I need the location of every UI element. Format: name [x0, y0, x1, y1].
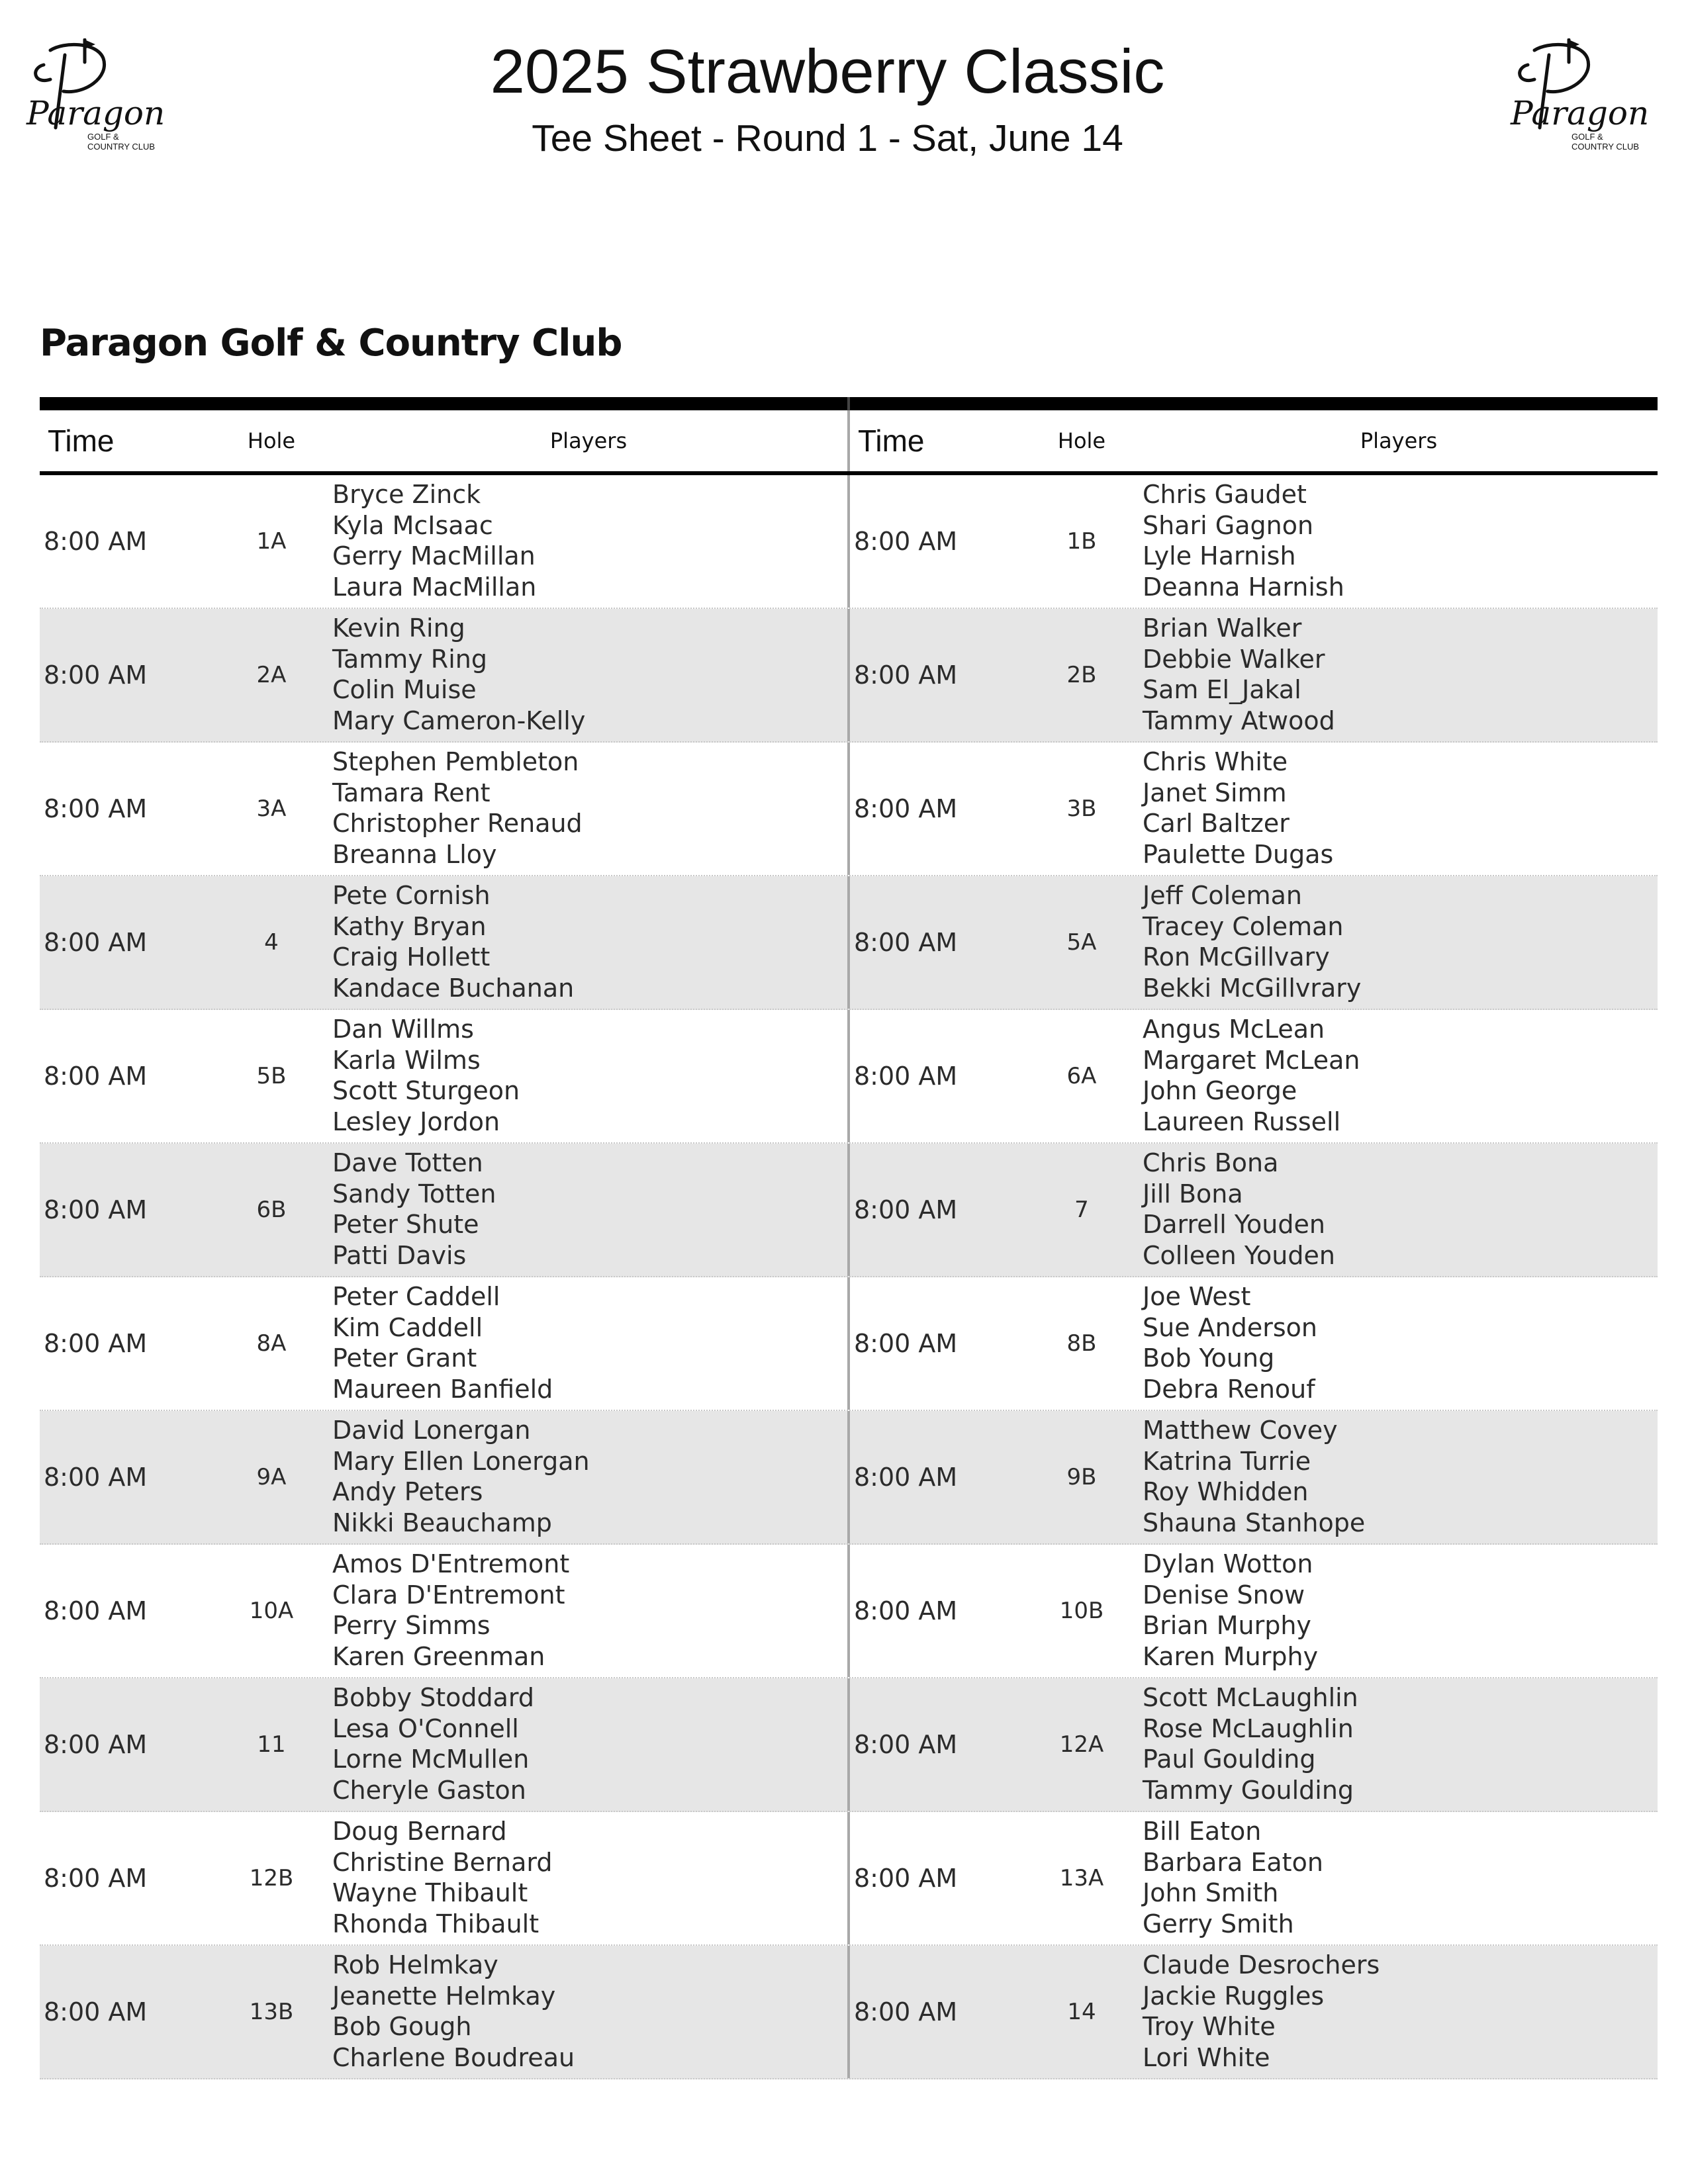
player-name: Colin Muise [332, 675, 477, 704]
player-name: Tamara Rent [332, 778, 491, 807]
player-name: Peter Shute [332, 1210, 479, 1239]
player-name: Lesa O'Connell [332, 1713, 519, 1743]
player-list [1140, 475, 1658, 608]
player-list [1140, 609, 1658, 741]
player-name: Andy Peters [332, 1477, 483, 1506]
tee-hole: 1B [1066, 528, 1097, 555]
player-name: Dylan Wotton [1143, 1549, 1313, 1578]
player-name: Charlene Boudreau [332, 2042, 575, 2072]
table-row [40, 1946, 1658, 2079]
tee-time: 8:00 AM [854, 1463, 958, 1492]
player-name: Sue Anderson [1143, 1312, 1317, 1342]
player-name: Bobby Stoddard [332, 1683, 535, 1712]
tee-time: 8:00 AM [44, 1195, 148, 1224]
player-name: Tammy Atwood [1143, 705, 1335, 735]
player-name: Chris Gaudet [1143, 480, 1307, 509]
player-name: Stephen Pembleton [332, 747, 579, 776]
player-name: Amos D'Entremont [332, 1549, 570, 1578]
tee-time: 8:00 AM [854, 1195, 958, 1224]
tee-hole: 11 [257, 1731, 286, 1758]
player-name: Nikki Beauchamp [332, 1508, 552, 1537]
player-list [1140, 1812, 1658, 1944]
player-name: Rob Helmkay [332, 1950, 498, 1979]
player-name: Brian Walker [1143, 614, 1302, 643]
tee-hole: 5B [256, 1063, 287, 1089]
svg-text:GOLF &: GOLF & [87, 132, 119, 142]
table-row [40, 475, 1658, 609]
tee-time: 8:00 AM [854, 660, 958, 690]
tee-time: 8:00 AM [44, 527, 148, 556]
player-list [330, 1812, 847, 1944]
player-name: Perry Simms [332, 1611, 491, 1640]
player-name: Christine Bernard [332, 1847, 553, 1877]
tee-time: 8:00 AM [854, 527, 958, 556]
player-name: Troy White [1143, 2012, 1276, 2041]
player-name: Kevin Ring [332, 614, 465, 643]
tee-time: 8:00 AM [44, 1329, 148, 1358]
tee-hole: 13A [1059, 1865, 1104, 1891]
player-name: Dave Totten [332, 1148, 483, 1177]
player-name: Dan Willms [332, 1015, 474, 1044]
player-name: Janet Simm [1143, 778, 1287, 807]
player-name: Clara D'Entremont [332, 1580, 565, 1610]
table-row [40, 1545, 1658, 1678]
player-list [330, 475, 847, 608]
player-list [1140, 1545, 1658, 1677]
tee-time: 8:00 AM [44, 1730, 148, 1759]
player-name: Cheryle Gaston [332, 1775, 526, 1805]
player-list [1140, 876, 1658, 1009]
player-name: Maureen Banfield [332, 1374, 553, 1404]
tee-time: 8:00 AM [44, 1596, 148, 1625]
player-name: Kandace Buchanan [332, 973, 575, 1003]
player-name: Denise Snow [1143, 1580, 1305, 1610]
table-row [40, 876, 1658, 1010]
player-name: Rose McLaughlin [1143, 1713, 1354, 1743]
player-name: Laura MacMillan [332, 572, 537, 602]
player-list [1140, 1277, 1658, 1410]
player-name: Bryce Zinck [332, 480, 481, 509]
player-name: Doug Bernard [332, 1817, 507, 1846]
player-name: Roy Whidden [1143, 1477, 1309, 1506]
player-list [330, 1545, 847, 1677]
player-name: Gerry Smith [1143, 1909, 1294, 1938]
player-list [330, 1010, 847, 1142]
tee-time: 8:00 AM [854, 1997, 958, 2026]
tee-time: 8:00 AM [854, 1730, 958, 1759]
player-name: Lyle Harnish [1143, 541, 1296, 570]
tee-hole: 4 [264, 929, 279, 956]
player-name: Darrell Youden [1143, 1210, 1325, 1239]
player-name: Carl Baltzer [1143, 809, 1289, 838]
tee-hole: 2B [1066, 662, 1097, 688]
player-list [1140, 1010, 1658, 1142]
player-name: Lesley Jordon [332, 1107, 500, 1136]
tee-time: 8:00 AM [44, 928, 148, 957]
player-name: Paul Goulding [1143, 1745, 1316, 1774]
player-name: Sandy Totten [332, 1179, 496, 1208]
player-name: Lorne McMullen [332, 1745, 530, 1774]
player-list [1140, 1678, 1658, 1811]
table-row [40, 609, 1658, 743]
tee-hole: 9A [256, 1464, 287, 1490]
tee-time: 8:00 AM [44, 794, 148, 823]
player-name: Jeanette Helmkay [332, 1981, 556, 2011]
tee-hole: 6A [1066, 1063, 1097, 1089]
tee-time: 8:00 AM [854, 1062, 958, 1091]
tee-hole: 10B [1059, 1598, 1104, 1624]
player-name: Joe West [1143, 1282, 1251, 1311]
tee-hole: 1A [256, 528, 287, 555]
player-list [1140, 1411, 1658, 1543]
player-name: Paulette Dugas [1143, 839, 1334, 869]
player-name: Pete Cornish [332, 881, 491, 910]
player-name: Jeff Coleman [1143, 881, 1302, 910]
player-name: David Lonergan [332, 1416, 531, 1445]
player-name: Christopher Renaud [332, 809, 583, 838]
player-name: Breanna Lloy [332, 839, 497, 869]
player-name: Shari Gagnon [1143, 510, 1314, 540]
player-name: Peter Grant [332, 1343, 477, 1373]
tee-time: 8:00 AM [854, 1329, 958, 1358]
player-list [330, 876, 847, 1009]
tee-hole: 7 [1074, 1197, 1089, 1223]
player-name: Wayne Thibault [332, 1878, 528, 1907]
table-row [40, 1678, 1658, 1812]
table-row [40, 1010, 1658, 1144]
player-name: Katrina Turrie [1143, 1446, 1311, 1476]
player-list [1140, 1946, 1658, 2078]
player-name: Karla Wilms [332, 1045, 481, 1075]
tee-time: 8:00 AM [44, 1463, 148, 1492]
tee-hole: 14 [1067, 1999, 1096, 2025]
table-row [40, 743, 1658, 876]
player-list [330, 1144, 847, 1276]
header-hole: Hole [1057, 428, 1106, 453]
player-name: Mary Ellen Lonergan [332, 1446, 590, 1476]
tee-time: 8:00 AM [44, 660, 148, 690]
table-row [40, 1411, 1658, 1545]
table-top-bar [40, 397, 1658, 410]
player-name: Bob Gough [332, 2012, 472, 2041]
svg-text:COUNTRY CLUB: COUNTRY CLUB [1571, 142, 1640, 152]
table-row [40, 1277, 1658, 1411]
tee-hole: 6B [256, 1197, 287, 1223]
table-row [40, 1812, 1658, 1946]
player-list [1140, 1144, 1658, 1276]
player-name: Claude Desrochers [1143, 1950, 1380, 1979]
player-name: Tracey Coleman [1143, 911, 1344, 941]
player-name: Chris White [1143, 747, 1288, 776]
player-name: Rhonda Thibault [332, 1909, 539, 1938]
tee-time: 8:00 AM [854, 794, 958, 823]
player-name: Kyla McIsaac [332, 510, 493, 540]
player-name: Patti Davis [332, 1240, 467, 1270]
page-subtitle: Tee Sheet - Round 1 - Sat, June 14 [532, 117, 1123, 159]
player-name: Debra Renouf [1143, 1374, 1315, 1404]
player-name: Debbie Walker [1143, 644, 1325, 674]
player-name: Jill Bona [1143, 1179, 1243, 1208]
svg-text:COUNTRY CLUB: COUNTRY CLUB [87, 142, 156, 152]
tee-time: 8:00 AM [44, 1997, 148, 2026]
tee-time: 8:00 AM [44, 1062, 148, 1091]
player-name: Colleen Youden [1143, 1240, 1335, 1270]
player-name: Deanna Harnish [1143, 572, 1344, 602]
player-name: Scott Sturgeon [332, 1076, 520, 1105]
tee-hole: 8B [1066, 1330, 1097, 1357]
tee-time: 8:00 AM [44, 1864, 148, 1893]
player-list [330, 1946, 847, 2078]
player-name: Tammy Ring [332, 644, 487, 674]
svg-text:GOLF &: GOLF & [1571, 132, 1603, 142]
player-list [1140, 743, 1658, 875]
player-list [330, 1411, 847, 1543]
player-name: Laureen Russell [1143, 1107, 1341, 1136]
tee-hole: 12A [1059, 1731, 1104, 1758]
player-name: Bob Young [1143, 1343, 1275, 1373]
player-name: Matthew Covey [1143, 1416, 1338, 1445]
player-name: Tammy Goulding [1143, 1775, 1354, 1805]
header-players: Players [549, 428, 628, 453]
player-list [330, 1678, 847, 1811]
player-name: Ron McGillvary [1143, 942, 1330, 972]
tee-hole: 12B [249, 1865, 294, 1891]
tee-time: 8:00 AM [854, 928, 958, 957]
page-title: 2025 Strawberry Classic [490, 36, 1165, 106]
tee-sheet-table [40, 397, 1658, 2079]
tee-hole: 10A [249, 1598, 294, 1624]
player-name: Karen Murphy [1143, 1641, 1319, 1671]
player-name: Brian Murphy [1143, 1611, 1311, 1640]
club-name: Paragon Golf & Country Club [40, 322, 622, 365]
player-name: Craig Hollett [332, 942, 491, 972]
tee-hole: 3A [256, 796, 287, 822]
table-row [40, 1144, 1658, 1277]
player-name: Peter Caddell [332, 1282, 500, 1311]
logo-wordmark: Paragon [26, 94, 165, 132]
player-name: John Smith [1143, 1878, 1279, 1907]
tee-hole: 5A [1066, 929, 1097, 956]
tee-time: 8:00 AM [854, 1864, 958, 1893]
player-name: Lori White [1143, 2042, 1270, 2072]
player-name: Chris Bona [1143, 1148, 1279, 1177]
player-name: John George [1143, 1076, 1297, 1105]
table-header [40, 410, 1658, 475]
tee-hole: 13B [249, 1999, 294, 2025]
player-name: Kim Caddell [332, 1312, 483, 1342]
header-players: Players [1360, 428, 1438, 453]
tee-hole: 9B [1066, 1464, 1097, 1490]
player-name: Scott McLaughlin [1143, 1683, 1358, 1712]
player-list [330, 1277, 847, 1410]
player-name: Margaret McLean [1143, 1045, 1360, 1075]
player-name: Jackie Ruggles [1143, 1981, 1325, 2011]
player-name: Kathy Bryan [332, 911, 487, 941]
table-body [40, 475, 1658, 2079]
player-name: Mary Cameron-Kelly [332, 705, 586, 735]
tee-hole: 2A [256, 662, 287, 688]
header-hole: Hole [247, 428, 296, 453]
player-name: Barbara Eaton [1143, 1847, 1323, 1877]
player-list [330, 743, 847, 875]
svg-text:Paragon: Paragon [1511, 94, 1650, 132]
player-name: Gerry MacMillan [332, 541, 536, 570]
tee-time: 8:00 AM [854, 1596, 958, 1625]
player-name: Bekki McGillvrary [1143, 973, 1362, 1003]
header-time: Time [858, 424, 925, 458]
player-name: Shauna Stanhope [1143, 1508, 1366, 1537]
player-list [330, 609, 847, 741]
header-time: Time [48, 424, 115, 458]
player-name: Karen Greenman [332, 1641, 545, 1671]
tee-hole: 8A [256, 1330, 287, 1357]
tee-hole: 3B [1066, 796, 1097, 822]
player-name: Bill Eaton [1143, 1817, 1262, 1846]
player-name: Angus McLean [1143, 1015, 1325, 1044]
player-name: Sam El_Jakal [1143, 675, 1301, 704]
